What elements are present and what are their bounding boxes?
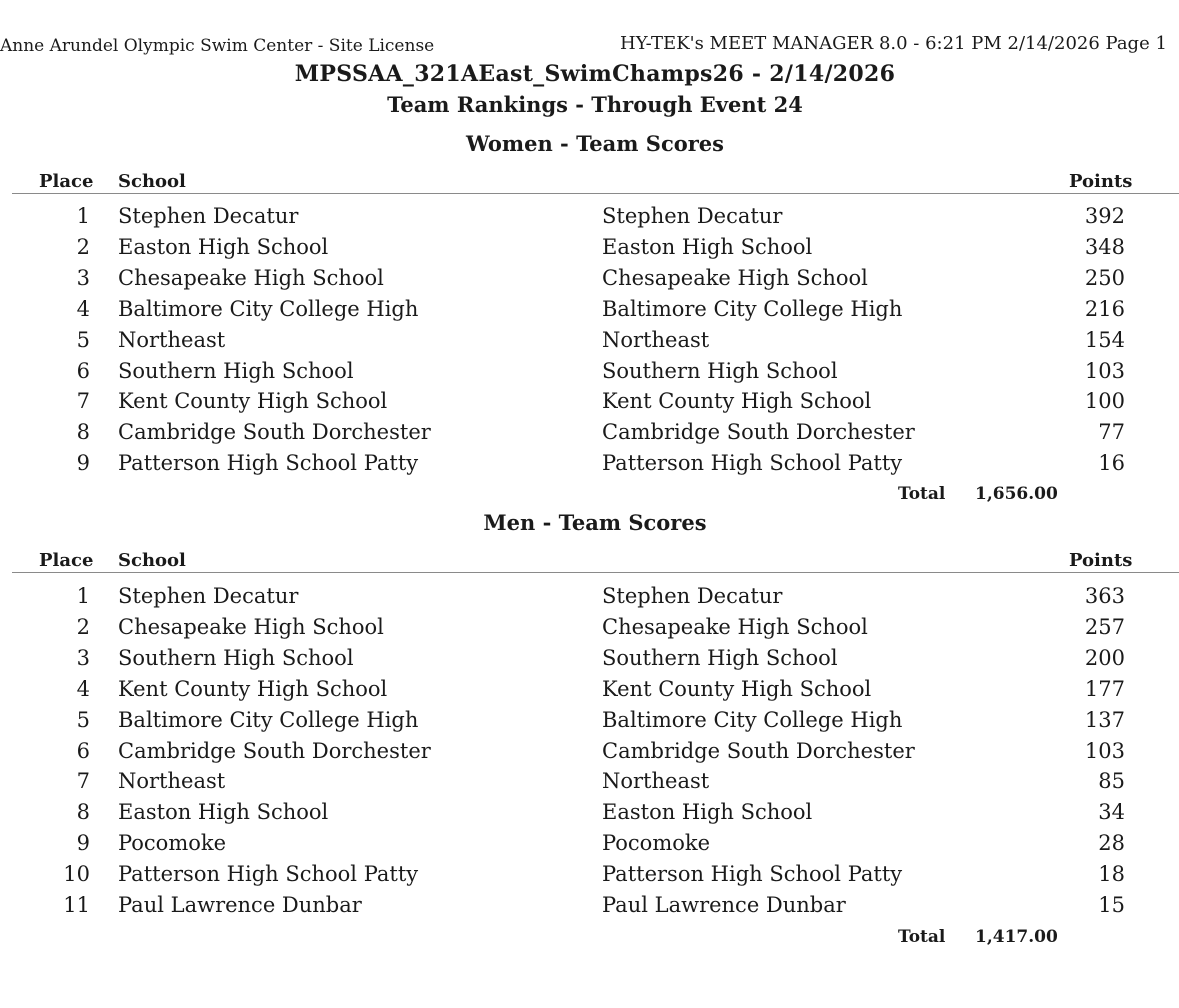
table-row [0, 359, 1179, 390]
team-cell: Kent County High School [602, 676, 872, 701]
team-cell: Easton High School [602, 234, 813, 259]
team-cell: Northeast [602, 769, 710, 794]
women-school-header: School [118, 171, 186, 192]
school-cell: Southern High School [118, 358, 354, 383]
place-cell: 3 [76, 265, 90, 290]
school-cell: Northeast [118, 769, 226, 794]
points-cell: 15 [1098, 893, 1125, 917]
points-cell: 250 [1084, 265, 1125, 290]
table-row [0, 451, 1179, 482]
table-row [0, 831, 1179, 862]
table-row [0, 328, 1179, 359]
team-cell: Baltimore City College High [602, 707, 903, 732]
table-row [0, 420, 1179, 451]
points-cell: 16 [1098, 451, 1125, 476]
men-total-value: 1,417.00 [975, 927, 1058, 947]
points-cell: 28 [1098, 831, 1125, 856]
software-timestamp-text: HY-TEK's MEET MANAGER 8.0 - 6:21 PM 2/14/2026 Page 1 [620, 33, 1167, 54]
place-cell: 7 [76, 389, 90, 414]
team-cell: Stephen Decatur [602, 584, 783, 608]
women-place-header: Place [39, 171, 94, 192]
place-cell: 1 [76, 204, 90, 228]
men-points-header: Points [1069, 550, 1133, 571]
points-cell: 103 [1084, 358, 1125, 383]
team-cell: Northeast [602, 327, 710, 352]
school-cell: Baltimore City College High [118, 296, 419, 321]
points-cell: 348 [1084, 234, 1125, 259]
women-points-header: Points [1069, 171, 1133, 192]
table-row [0, 584, 1179, 615]
points-cell: 216 [1084, 296, 1125, 321]
place-cell: 11 [63, 893, 90, 917]
men-section-title: Men - Team Scores [483, 510, 707, 535]
points-cell: 103 [1084, 738, 1125, 763]
school-cell: Kent County High School [118, 676, 388, 701]
team-cell: Baltimore City College High [602, 296, 903, 321]
table-row [0, 646, 1179, 677]
place-cell: 5 [76, 707, 90, 732]
table-row [0, 739, 1179, 770]
team-cell: Chesapeake High School [602, 614, 868, 639]
place-cell: 2 [76, 234, 90, 259]
table-row [0, 769, 1179, 800]
table-row [0, 800, 1179, 831]
place-cell: 4 [76, 296, 90, 321]
place-cell: 10 [63, 862, 90, 887]
place-cell: 9 [76, 451, 90, 476]
points-cell: 392 [1084, 204, 1125, 228]
team-cell: Southern High School [602, 645, 838, 670]
school-cell: Baltimore City College High [118, 707, 419, 732]
place-cell: 7 [76, 769, 90, 794]
points-cell: 34 [1098, 800, 1125, 825]
table-row [0, 389, 1179, 420]
place-cell: 3 [76, 645, 90, 670]
points-cell: 200 [1084, 645, 1125, 670]
men-header-divider [12, 572, 1179, 573]
table-row [0, 862, 1179, 893]
team-cell: Chesapeake High School [602, 265, 868, 290]
school-cell: Northeast [118, 327, 226, 352]
table-row [0, 266, 1179, 297]
table-row [0, 893, 1179, 924]
school-cell: Chesapeake High School [118, 265, 384, 290]
school-cell: Stephen Decatur [118, 204, 299, 228]
team-cell: Cambridge South Dorchester [602, 420, 915, 445]
school-cell: Stephen Decatur [118, 584, 299, 608]
site-license-text: Anne Arundel Olympic Swim Center - Site License [0, 36, 435, 56]
team-cell: Easton High School [602, 800, 813, 825]
school-cell: Chesapeake High School [118, 614, 384, 639]
place-cell: 4 [76, 676, 90, 701]
place-cell: 2 [76, 614, 90, 639]
points-cell: 100 [1084, 389, 1125, 414]
team-cell: Patterson High School Patty [602, 862, 903, 887]
team-cell: Patterson High School Patty [602, 451, 903, 476]
report-subtitle: Team Rankings - Through Event 24 [387, 92, 803, 117]
points-cell: 177 [1084, 676, 1125, 701]
women-total-label: Total [898, 484, 946, 504]
place-cell: 6 [76, 358, 90, 383]
place-cell: 1 [76, 584, 90, 608]
table-row [0, 615, 1179, 646]
points-cell: 363 [1084, 584, 1125, 608]
school-cell: Southern High School [118, 645, 354, 670]
points-cell: 18 [1098, 862, 1125, 887]
school-cell: Pocomoke [118, 831, 227, 856]
points-cell: 137 [1084, 707, 1125, 732]
women-section-title: Women - Team Scores [466, 131, 724, 156]
points-cell: 257 [1084, 614, 1125, 639]
men-place-header: Place [39, 550, 94, 571]
women-total-value: 1,656.00 [975, 484, 1058, 504]
place-cell: 5 [76, 327, 90, 352]
school-cell: Easton High School [118, 234, 329, 259]
team-cell: Southern High School [602, 358, 838, 383]
place-cell: 8 [76, 420, 90, 445]
men-total-label: Total [898, 927, 946, 947]
men-school-header: School [118, 550, 186, 571]
points-cell: 85 [1098, 769, 1125, 794]
table-row [0, 677, 1179, 708]
school-cell: Paul Lawrence Dunbar [118, 893, 362, 917]
team-cell: Stephen Decatur [602, 204, 783, 228]
place-cell: 9 [76, 831, 90, 856]
table-row [0, 297, 1179, 328]
school-cell: Patterson High School Patty [118, 451, 419, 476]
school-cell: Kent County High School [118, 389, 388, 414]
table-row [0, 204, 1179, 235]
table-row [0, 708, 1179, 739]
meet-title: MPSSAA_321AEast_SwimChamps26 - 2/14/2026 [294, 61, 896, 87]
team-cell: Paul Lawrence Dunbar [602, 893, 846, 917]
team-cell: Kent County High School [602, 389, 872, 414]
school-cell: Cambridge South Dorchester [118, 738, 431, 763]
school-cell: Cambridge South Dorchester [118, 420, 431, 445]
place-cell: 8 [76, 800, 90, 825]
school-cell: Patterson High School Patty [118, 862, 419, 887]
team-cell: Pocomoke [602, 831, 711, 856]
women-header-divider [12, 193, 1179, 194]
points-cell: 77 [1098, 420, 1125, 445]
school-cell: Easton High School [118, 800, 329, 825]
table-row [0, 235, 1179, 266]
place-cell: 6 [76, 738, 90, 763]
team-cell: Cambridge South Dorchester [602, 738, 915, 763]
points-cell: 154 [1084, 327, 1125, 352]
